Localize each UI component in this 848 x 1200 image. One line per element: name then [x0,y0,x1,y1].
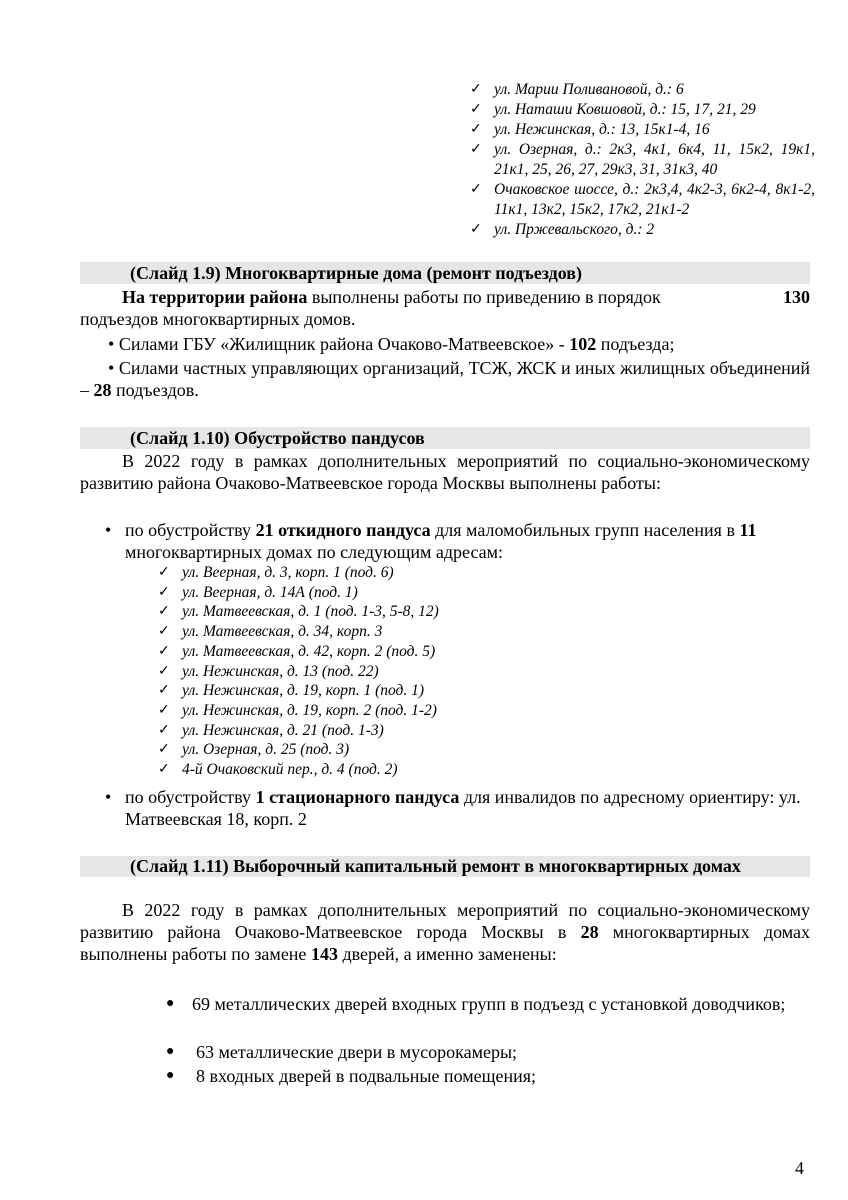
checkmark-icon: ✓ [158,624,170,640]
list-item: ● 69 металлических дверей входных групп в подъезд с установкой доводчиков; [166,994,786,1014]
checkmark-icon: ✓ [470,122,482,137]
list-item: ✓ ул. Пржевальского, д.: 2 [470,221,655,238]
checkmark-icon: ✓ [158,722,170,738]
bullet-icon: ● [166,1044,175,1059]
checkmark-icon: ✓ [158,683,170,699]
checkmark-icon: ✓ [470,82,482,97]
checkmark-icon: ✓ [470,102,482,117]
bullet-item: • по обустройству 1 стационарного пандуса для инвалидов по адресному ориентиру: ул. Матвеевская 18, корп. 2 [105,787,801,829]
section-heading-1-9: (Слайд 1.9) Многоквартирные дома (ремонт подъездов) [80,262,810,284]
list-item: ✓ ул. Нежинская, д. 19, корп. 2 (под. 1-2) [158,701,437,719]
list-item: ✓ ул. Веерная, д. 14А (под. 1) [158,583,358,601]
list-item: ✓ ул. Нежинская, д.: 13, 15к1-4, 16 [470,121,710,138]
bullet-icon: • [108,358,115,378]
list-item: ✓ ул. Матвеевская, д. 34, корп. 3 [158,623,383,641]
section-heading-1-11: (Слайд 1.11) Выборочный капитальный ремонт в многоквартирных домах [80,856,810,877]
list-item: ● 8 входных дверей в подвальные помещения; [166,1066,536,1086]
list-item: ✓ ул. Наташи Ковшовой, д.: 15, 17, 21, 29 [470,101,756,118]
checkmark-icon: ✓ [470,142,482,157]
bullet-item: • по обустройству 21 откидного пандуса для маломобильных групп населения в 11 многоквартирных домах по следующим адресам: [105,520,757,562]
list-item: ✓ ул. Веерная, д. 3, корп. 1 (под. 6) [158,564,394,581]
checkmark-icon: ✓ [158,663,170,679]
list-item: ● 63 металлические двери в мусорокамеры; [166,1042,518,1062]
checkmark-icon: ✓ [158,742,170,758]
checkmark-icon: ✓ [158,762,170,778]
address-checklist [470,80,815,240]
list-item: ✓ 4-й Очаковский пер., д. 4 (под. 2) [158,761,398,779]
section-heading-1-10: (Слайд 1.10) Обустройство пандусов [80,427,810,449]
checkmark-icon: ✓ [158,584,170,600]
page-number: 4 [795,1158,804,1178]
paragraph: В 2022 году в рамках дополнительных мероприятий по социально-экономическому развитию района Очаково-Матвеевское города Москвы выполнены работы: [80,451,810,493]
paragraph: На территории района выполнены работы по приведению в порядок 130 подъездов многоквартирных домов. [80,287,810,329]
bullet-icon: ● [166,1068,175,1083]
checkmark-icon: ✓ [158,604,170,620]
list-item: ✓ ул. Нежинская, д. 19, корп. 1 (под. 1) [158,682,425,700]
paragraph: В 2022 году в рамках дополнительных мероприятий по социально-экономическому развитию района Очаково-Матвеевское города Москвы в 28 многоквартирных домах выполнены работы по замене 143 дверей, а именно заменены: [80,900,811,964]
bullet-icon: • [108,334,115,354]
list-item: ✓ ул. Матвеевская, д. 1 (под. 1-3, 5-8, 12) [158,603,439,621]
list-item: ✓ Очаковское шоссе, д.: 2к3,4, 4к2-3, 6к2-4, 8к1-2, 11к1, 13к2, 15к2, 17к2, 21к1-2 [470,181,815,218]
bullet-icon: ● [166,996,175,1011]
checkmark-icon: ✓ [470,182,482,197]
list-item: ✓ ул. Нежинская, д. 21 (под. 1-3) [158,721,384,739]
list-item: ✓ ул. Марии Поливановой, д.: 6 [470,81,684,98]
checkmark-icon: ✓ [158,565,170,580]
ramp-address-list [158,563,558,780]
bullet-icon: • [105,787,112,807]
checkmark-icon: ✓ [158,643,170,659]
checkmark-icon: ✓ [470,222,482,237]
list-item: ✓ ул. Матвеевская, д. 42, корп. 2 (под. 5) [158,642,436,660]
list-item: ✓ ул. Озерная, д. 25 (под. 3) [158,741,350,759]
checkmark-icon: ✓ [158,702,170,718]
list-item: ✓ ул. Озерная, д.: 2к3, 4к1, 6к4, 11, 15к2, 19к1, 21к1, 25, 26, 27, 29к3, 31, 31к3, 40 [470,141,815,178]
list-item: ✓ ул. Нежинская, д. 13 (под. 22) [158,662,379,680]
bullet-item: • Силами ГБУ «Жилищник района Очаково-Матвеевское» - 102 подъезда; [108,334,675,354]
bullet-icon: • [105,520,112,540]
bullet-item: • Силами частных управляющих организаций, ТСЖ, ЖСК и иных жилищных объединений – 28 подъездов. [80,358,810,400]
